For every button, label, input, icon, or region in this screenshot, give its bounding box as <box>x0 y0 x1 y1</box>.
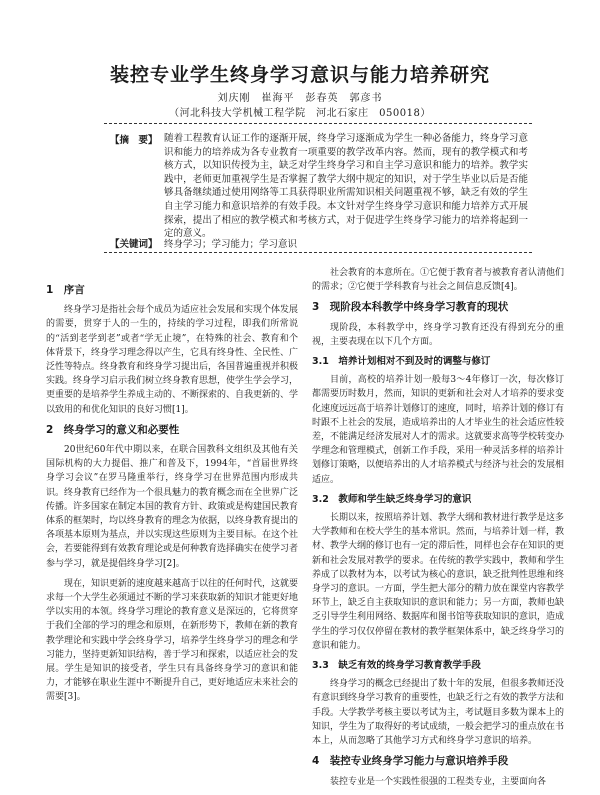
body-paragraph: 长期以来，按照培养计划、教学大纲和教材进行教学是这多大学教师和在校大学生的基本常识。然而，与培养计划一样，教材、教学大纲的修订也有一定的滞后性，同样也会存在知识的更新和社会发展对教学的要求。在传统的教学实践中，教师和学生养成了以教材为本，以考试为核心的意识，缺乏批判性思维和终身学习的意识。一方面，学生把大部分的精力放在课堂内容教学环节上，缺乏自主获取知识的意识和能力；另一方面，教师也缺乏引导学生利用网络、数据库和图书馆等获取知识的意识，造成学生的学习仅仅停留在教材的教学框架体系中，缺乏终身学习的意识和能力。 <box>312 513 565 651</box>
abstract-label: 【摘 要】 <box>110 135 158 146</box>
body-paragraph: 现在，知识更新的速度越来越高于以往的任何时代，这就要求每一个大学生必须通过不断的学习来获取新的知识才能更好地学以实用的本领。终身学习理论的教育意义是深远的，它将贯穿于我们全部的学习的理念和原则，在新形势下，教师在新的教育教学理论和实践中学会终身学习，培养学生终身学习的理念和学习能力，坚持更新知识结构，善于学习和探索，以适应社会的发展。学生是知识的接受者，学生只有具备终身学习的意识和能力，才能够在职业生涯中不断提升自己，更好地适应未来社会的需要[3]。 <box>46 578 299 703</box>
body-paragraph: 现阶段，本科教学中，终身学习教育还没有得到充分的重视，主要表现在以下几个方面。 <box>312 322 564 347</box>
body-paragraph: 目前，高校的培养计划一般每3～4年修订一次，每次修订都需要历时数月，然而，知识的更新和社会对人才培养的要求变化速度远远高于培养计划修订的速度，同时，培养计划的修订有时跟不上社会的发展，造成培养出的人才毕业生的社会适应性较差，不能满足经济发展对人才的需求。这就要求高等学校转变办学理念和管理模式，创新工作手段，采用一种灵活多样的培养计划修订策略，以便培养出的人才培养模式与经济与社会的发展相适应。 <box>312 375 565 485</box>
abstract-text: 随着工程教育认证工作的逐渐开展，终身学习逐渐成为学生一种必备能力，终身学习意识和能力的培养成为各专业教育一项重要的教学改革内容。然而，现有的教学模式和考核方式，以知识传授为主，缺乏对学生终身学习和自主学习意识和能力的培养。教学实践中，老师更加重视学生是否掌握了教学大纲中规定的知识，对于学生毕业以后是否能够具备继续通过使用网络等工具获得职业所需知识相关问题重视不够，缺乏有效的学生自主学习能力和意识培养的有效手段。本文针对学生终身学习意识和能力培养方式开展探索，提出了相应的教学模式和考核方式，对于促进学生终身学习能力的培养将起到一定的意义。 <box>164 133 528 240</box>
body-paragraph: 装控专业是一个实践性很强的工程类专业，主要面向各 <box>330 776 547 787</box>
section-heading: 4 装控专业终身学习能力与意识培养手段 <box>312 755 509 768</box>
section-heading: 3.2 教师和学生缺乏终身学习的意识 <box>312 493 472 505</box>
section-heading: 3.1 培养计划相对不到及时的调整与修订 <box>312 356 491 368</box>
body-paragraph: 社会教育的本意所在。①它便于教育者与被教育者认清他们的需求；②它便于学科教育与社会之间信息反馈[4]。 <box>312 268 565 293</box>
body-paragraph: 终身学习是指社会每个成员为适应社会发展和实现个体发展的需要，贯穿于人的一生的，持续的学习过程，即我们所常说的“活到老学到老”或者“学无止境”，在特殊的社会、教育和个体背景下，终身学习理念得以产生，它具有终身性、全民性、广泛性等特点。终身教育和终身学习提出后，各国普遍重视并积极实践。终身学习启示我们树立终身教育思想，使学生学会学习，更重要的是培养学生养成主动的、不断探索的、自我更新的、学以致用的和优化知识的良好习惯[1]。 <box>46 305 299 415</box>
section-heading: 1 序言 <box>46 284 85 296</box>
paper-affiliation: （河北科技大学机械工程学院 河北石家庄 050018） <box>169 108 431 119</box>
keywords-label: 【关键词】 <box>110 239 158 250</box>
left-column <box>46 279 298 711</box>
keywords-text: 终身学习；学习能力；学习意识 <box>164 239 298 250</box>
section-heading: 3 现阶段本科教学中终身学习教育的现状 <box>312 301 509 314</box>
abstract-box <box>104 123 532 253</box>
section-heading: 3.3 缺乏有效的终身学习教育教学手段 <box>312 660 481 672</box>
body-paragraph: 终身学习的概念已经提出了数十年的发展，但很多教师还没有意识到终身学习教育的重要性，也缺乏行之有效的教学方法和手段。大学教学考核主要以考试为主，考试题目多数为课本上的知识，学生为了取得好的考试成绩，一般会把学习的重点放在书本上，从而忽略了其他学习方式和终身学习意识的培养。 <box>312 679 565 747</box>
paper-authors: 刘庆刚 崔海平 彭春英 郭彦书 <box>217 93 383 104</box>
paper-title: 装控专业学生终身学习意识与能力培养研究 <box>109 64 490 86</box>
right-column <box>312 266 564 795</box>
section-heading: 2 终身学习的意义和必要性 <box>46 423 180 436</box>
body-paragraph: 20世纪60年代中期以来，在联合国教科文组织及其他有关国际机构的大力提倡、推广和普及下，1994年，“首届世界终身学习会议”在罗马隆重举行，终身学习在世界范围内形成共识。终身教育已经作为一个很具魅力的教育概念而在全世界广泛传播。许多国家在制定本国的教育方针、政策或是构建国民教育体系的框架时，均以终身教育的理念为依据，以终身教育提出的各项基本原则为基点，并以实现这些原则为主要目标。在这个社会，若要能得到有效教育理论或是何种教育选择确实在使学习者参与学习，就是提倡终身学习[2]。 <box>46 445 299 569</box>
